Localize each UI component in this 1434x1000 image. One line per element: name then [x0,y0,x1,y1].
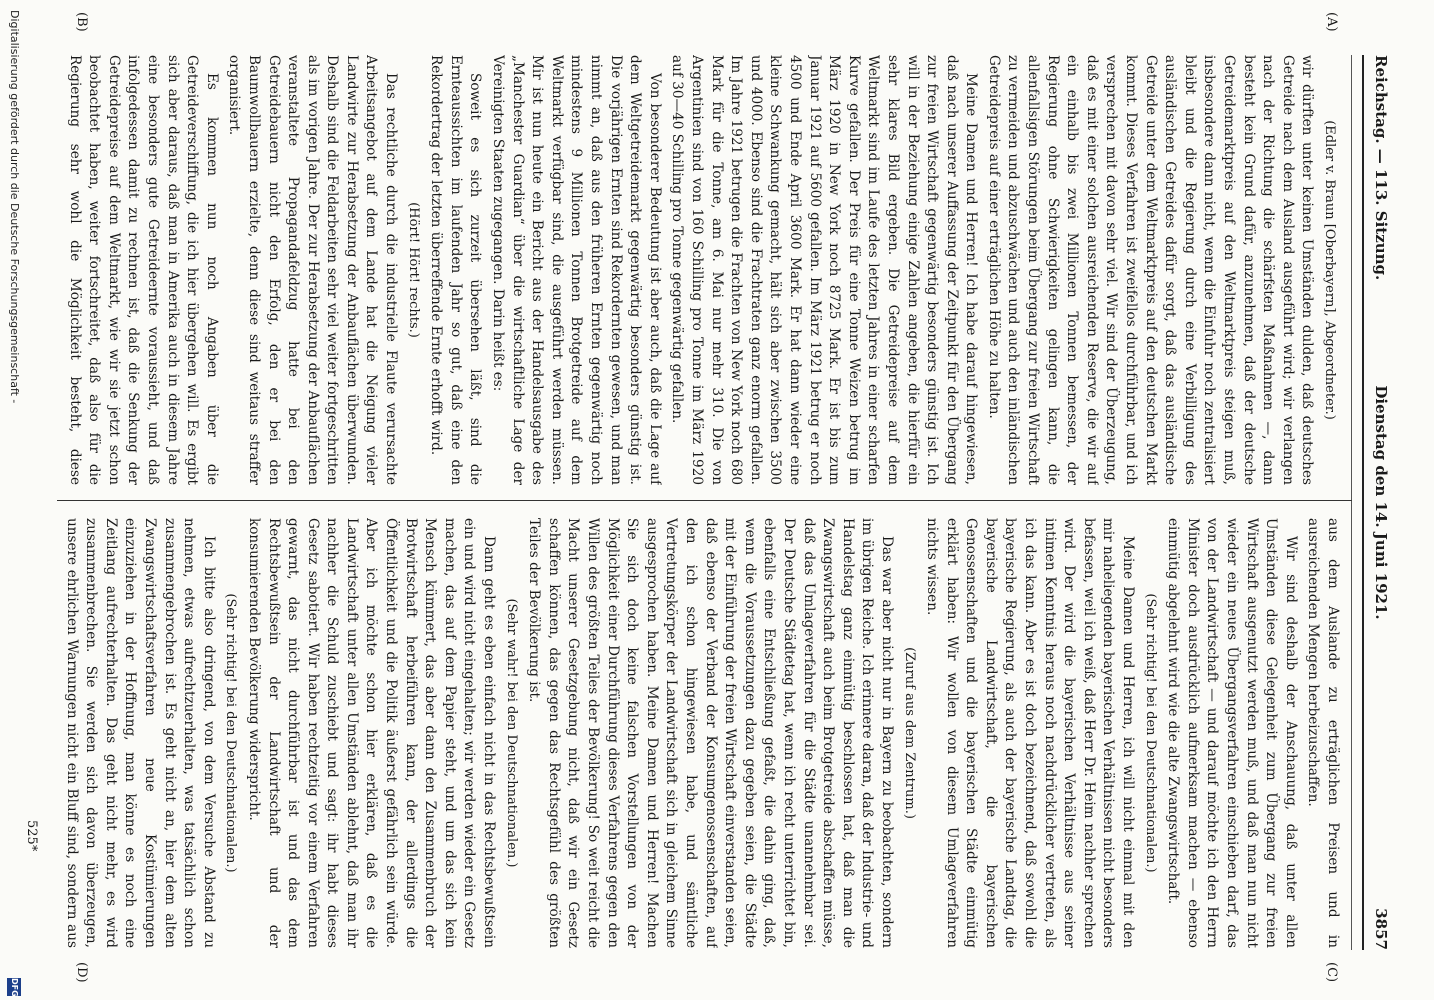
column-divider [57,500,1352,501]
margin-mark-a: (A) [1324,12,1339,32]
right-column [62,518,1342,948]
paragraph: Dann geht es eben einfach nicht in das Rechtsbewußtsein ein und wird nicht eingehalten; wir werden wieder ein Gesetz machen, das auf dem Papier steht, und um das sich kein Mensch kümmert, das aber dann den Zusammenbruch der Brotwirtschaft herbeiführen kann, der allerdings die Öffentlichkeit und die Politik äußerst gefährlich sein würde. Aber ich möchte schon hier erklären, daß es die Landwirtschaft unter allen Umständen ablehnt, daß man ihr nachher die Schuld zuschiebt und sagt: ihr habt dieses Gesetz sabotiert. Wir haben rechtzeitig vor einem Verfahren gewarnt, das nicht durchführbar ist und das dem Rechtsbewußtsein der Landwirtschaft und der konsumierenden Bevölkerung widerspricht. [245,518,498,948]
interjection: (Sehr richtig! bei den Deutschnationalen.) [223,593,239,873]
margin-mark-c: (C) [1324,962,1339,983]
footer-credit [2,0,24,1000]
header-session: Reichstag. — 113. Sitzung. [1372,55,1390,281]
margin-mark-d: (D) [74,962,89,983]
paragraph: Soweit es sich zurzeit übersehen läßt, sind die Ernteaussichten im laufenden Jahr so gut, daß eine den Rekordertrag der letzten überreffende Ernte erhofft wird. [428,55,484,485]
footer-credit-text: Digitalisierung gefördert durch die Deutsche Forschungsgemeinschaft - [8,10,21,404]
interjection: (Edler v. Braun [Oberbayern], Abgeordneter.) [1322,120,1337,420]
paragraph: Wir sind deshalb der Anschauung, daß unter allen Umständen diese Gelegenheit zum Übergang zur freien Wirtschaft ausgenutzt werden muß, und daß man nun nicht wieder ein neues Übergangsverfahren einschieben darf, das von der Landwirtschaft — und darauf möchte ich den Herrn Minister doch ausdrücklich aufmerksam machen — ebenso einmütig abgelehnt wird wie die alte Zwangswirtschaft. [1165,518,1299,948]
interjection: (Zuruf aus dem Zentrum.) [901,647,917,819]
interjection: (Sehr richtig! bei den Deutschnationalen.) [1142,593,1158,873]
paragraph: Von besonderer Bedeutung ist aber auch, daß die Lage auf dem Weltgetreidemarkt gegenwärtig besonders günstig ist. Die vorjährigen Ernten sind Rekordernten gewesen, und man nimmt an, daß aus den früheren Ernten gegenwärtig noch mindestens 9 Millionen Tonnen Brotgetreide auf dem Weltmarkt verfügbar sind, die ausgeführt werden müssen. Mir ist nun heute ein Bericht aus der Handelsausgabe des „Manchester Guardian“ über die wirtschaftliche Lage der Vereinigten Staaten zugegangen. Darin heißt es: [490,55,663,485]
page-signature: 525* [24,820,39,852]
interjection: (Sehr wahr! bei den Deutschnationalen.) [503,598,519,868]
header-page-number: 3857 [1372,908,1390,950]
paragraph: wir dürften unter keinen Umständen dulden, daß deutsches Getreide nach dem Ausland ausgeführt wird; wir verlangen nach der Richtung die schärfsten Maßnahmen —, dann besteht kein Grund dafür, anzunehmen, daß der deutsche Getreidemarktpreis auf den Weltmarktpreis steigen muß, insbesondere dann nicht, wenn die Einfuhr noch zentralisiert bleibt und die Regierung durch eine Verbilligung des ausländischen Getreides dafür sorgt, daß das ausländische Getreide unter dem Weltmarktpreis auf den deutschen Markt kommt. Dieses Verfahren ist zweifellos durchführbar, und ich versprechen mit davon sehr viel. Wir sind der Überzeugung, daß es mit einer solchen ausreichenden Reserve, die wir auf ein einhalb bis zwei Millionen Tonnen bemessen, der Regierung ohne Schwierigkeiten gelingen kann, die allenfallsigen Störungen beim Übergang zur freien Wirtschaft zu vermeiden und abzuschwächen und auch den inländischen Getreidepreis auf einer erträglichen Höhe zu halten. [985,55,1316,485]
page-header [1352,55,1394,950]
paragraph: Meine Damen und Herren! Ich habe darauf hingewiesen, daß nach unserer Auffassung der Zeitpunkt für den Übergang zur freien Wirtschaft gegenwärtig besonders günstig ist. Ich will in der Beziehung einige Zahlen angeben, die hierfür ein sehr klares Bild ergeben. Die Getreidepreise auf dem Weltmarkt sind im Laufe des letzten Jahres in einer scharfen Kurve gefallen. Der Preis für eine Tonne Weizen betrug im März 1920 in New York noch 8725 Mark. Er ist bis zum Januar 1921 auf 5600 gefallen. Im März 1921 betrug er noch 4500 und Ende April 3600 Mark. Er hat dann wieder eine kleine Schwankung gemacht, hält sich aber zwischen 3500 und 4000. Ebenso sind die Frachtraten ganz enorm gefallen. Im Jahre 1921 betrugen die Frachten von New York noch 680 Mark für die Tonne, am 6. Mai nur mehr 310. Die von Argentinien sind von 160 Schilling pro Tonne im März 1920 auf 30—40 Schilling pro Tonne gegenwärtig gefallen. [669,55,980,485]
paragraph: Es kommen nun noch Angaben über die Getreideverschiffung, die ich hier übergehen will. Es ergibt sich aber daraus, daß man in Amerika auch in diesem Jahre eine besonders gute Getreideernte voraussieht, und daß infolgedessen damit zu rechnen ist, daß die Senkung der Getreidepreise auf dem Weltmarkt, wie wir sie jetzt schon beobachtet haben, weiter fortschreitet, daß also für die Regierung sehr wohl die Möglichkeit besteht, diese [66,55,220,485]
paragraph: Ich bitte also dringend, von dem Versuche Abstand zu nehmen, etwas aufrechtzuerhalten, was tatsächlich schon zusammengebrochen ist. Es geht nicht an, hier dem alten Zwangswirtschaftsverfahren neue Kostümierungen einzuziehen in der Hoffnung, man könne es noch eine Zeitlang aufrechterhalten. Das geht nicht mehr, es wird zusammenbrechen. Sie werden sich davon überzeugen, unsere ehrlichen Warnungen nicht ein Bluff sind, sondern aus [63,518,217,948]
dfg-logo-icon: DFG [7,978,21,996]
paragraph: Meine Damen und Herren, ich will nicht einmal mit den mir naheliegenden bayerischen Verhältnissen nicht besonders befassen, weil ich weiß, daß Herr Dr. Heim nachher sprechen wird. Der wird die bayerischen Verhältnisse aus seiner intimen Kenntnis heraus noch nachdrücklicher vertreten, als ich das kann. Aber es ist doch bezeichnend, daß sowohl die bayerische Regierung, als auch der bayerische Landtag, die bayerische Landwirtschaft, die bayerischen Genossenschaften und die bayerischen Städte einmütig erklärt haben: Wir wollen von diesem Umlageverfahren nichts wissen. [924,518,1137,948]
paragraph: aus dem Auslande zu erträglichen Preisen und in ausreichenden Mengen herbeizuschaffen. [1305,518,1341,948]
paragraph: Das war aber nicht nur in Bayern zu beobachten, sondern im übrigen Reiche. Ich erinnere daran, daß der Industrie- und Handelstag ganz einmütig beschlossen hat, daß man die Zwangswirtschaft auch beim Brotgetreide abschaffen müsse, daß das Umlageverfahren für die Städte unannehmbar sei. Der Deutsche Städtetag hat, wenn ich recht unterrichtet bin, ebenfalls eine Entschließung gefaßt, die dahin ging, daß, wenn die Voraussetzungen dazu gegeben seien, die Städte mit der Einführung der freien Wirtschaft einverstanden seien, daß ebenso der Verband der Konsumgenossenschaften, auf den ich schon hingewiesen habe, und sämtliche Vertretungskörper der Landwirtschaft sich in gleichem Sinne ausgesprochen haben. Meine Damen und Herren! Machen Sie sich doch keine falschen Vorstellungen von der Möglichkeit einer Durchführung dieses Verfahrens gegen den Willen des größten Teiles der Bevölkerung! So weit reicht die Macht unserer Gesetzgebung nicht, daß wir ein Gesetz schaffen können, das gegen das Rechtsgefühl des größten Teiles der Bevölkerung ist. [526,518,895,948]
header-date: Dienstag den 14. Juni 1921. [1372,385,1390,620]
header-rule [1362,55,1364,950]
left-column [62,55,1342,485]
interjection: (Hört! Hört! rechts.) [405,202,421,338]
top-rule [1351,55,1352,950]
margin-mark-b: (B) [74,12,89,32]
paragraph: Das rechtliche durch die industrielle Flaute verursachte Arbeitsangebot auf dem Lande hat die Neigung vieler Landwirte zur Herabsetzung der Anbauflächen überwunden. Deshalb sind die Feldarbeiten sehr viel weiter fortgeschritten als im vorigen Jahre. Der zur Herabsetzung der Anbauflächen veranstaltete Propagandafeldzug hatte bei den Getreidebauern nicht den Erfolg, den er bei den Baumwollbauern erzielte, denn diese sind weitaus straffer organisiert. [226,55,400,485]
